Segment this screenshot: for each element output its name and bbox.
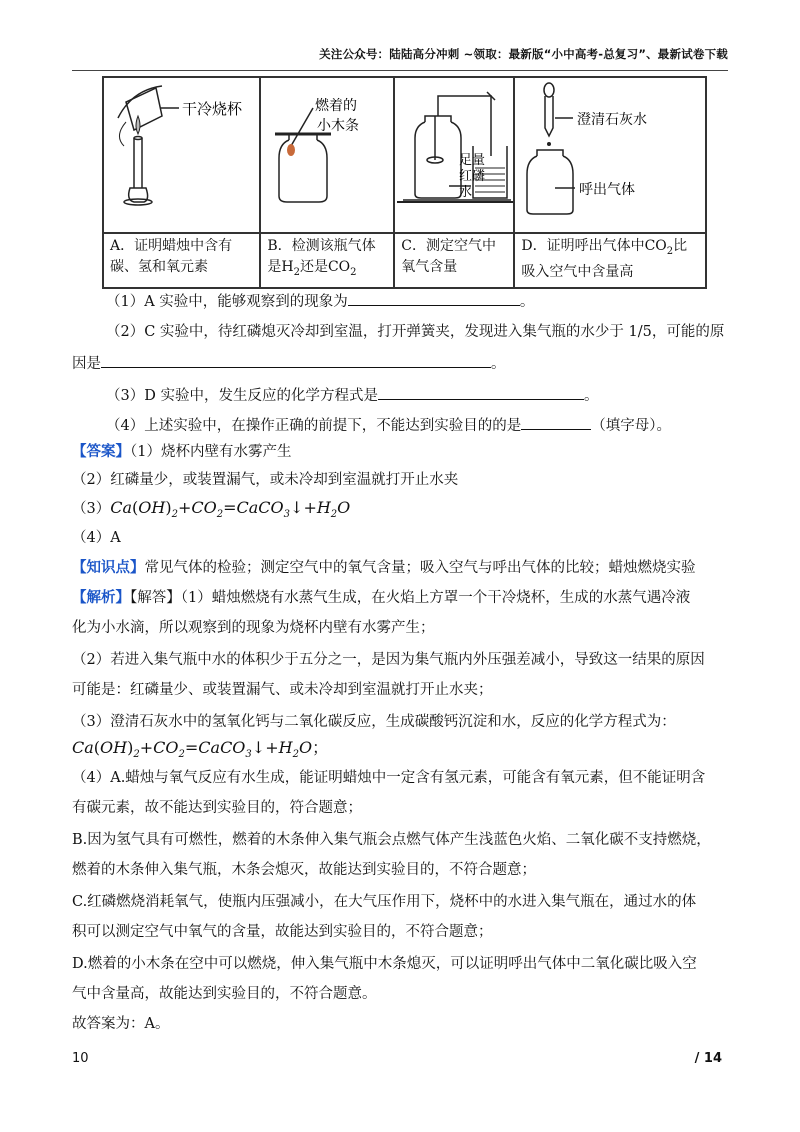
analysis-line-10: 燃着的木条伸入集气瓶，木条会熄灭，故能达到实验目的，不符合题意； xyxy=(72,862,536,878)
caption-d: D．证明呼出气体中$CO_2$比 吸入空气中含量高 xyxy=(514,233,706,288)
analysis-line-12: 积可以测定空气中氧气的含量，故能达到实验目的，不符合题意； xyxy=(72,924,493,940)
figure-c-label-2: 红磷 xyxy=(459,169,486,184)
figure-d-label-2: 呼出气体 xyxy=(579,182,636,198)
analysis-line-15: 故答案为：A。 xyxy=(72,1016,170,1032)
answer-line-1: 【答案】（1）烧杯内壁有水雾产生 xyxy=(72,443,292,460)
question-2-line-1: （2）C 实验中，待红磷熄灭冷却到室温，打开弹簧夹，发现进入集气瓶的水少于 1/5，可能的原 xyxy=(106,324,725,340)
page-number: 10 xyxy=(72,1051,89,1066)
page-total: / 14 xyxy=(694,1051,722,1066)
answer-blank-1[interactable] xyxy=(348,290,520,306)
analysis-line-9: B.因为氢气具有可燃性，燃着的木条伸入集气瓶会点燃气体产生浅蓝色火焰、二氧化碳不支持燃烧， xyxy=(72,832,711,848)
caption-b: B．检测该瓶气体 是$H_2$还是$CO_2$ xyxy=(260,233,394,288)
figure-b-bottle-stick xyxy=(261,78,395,232)
answer-line-3: $(3)Ca(OH)_2+CO_2=CaCO_3↓+H_2O$ xyxy=(72,498,351,521)
question-2-line-2: 因是 。 xyxy=(72,352,728,374)
figure-c-label-3: 水 xyxy=(459,185,473,200)
analysis-line-7: （4）A.蜡烛与氧气反应有水生成，能证明蜡烛中一定含有氢元素，可能含有氧元素，但不能证明含 xyxy=(72,770,706,786)
figure-b-cell xyxy=(260,77,394,233)
analysis-line-14: 气中含量高，故能达到实验目的，不符合题意。 xyxy=(72,986,377,1002)
question-1: （1）A 实验中，能够观察到的现象为 。 xyxy=(106,290,728,312)
answer-blank-4[interactable] xyxy=(521,414,591,430)
caption-c: C．测定空气中 氧气含量 xyxy=(394,233,514,288)
analysis-line-8: 有碳元素，故不能达到实验目的，符合题意； xyxy=(72,800,362,816)
figure-c-cell xyxy=(394,77,514,233)
figure-c-label-1: 足量 xyxy=(459,153,486,168)
caption-a: A．证明蜡烛中含有 碳、氢和氧元素 xyxy=(103,233,260,288)
analysis-line-6 xyxy=(72,738,728,765)
figure-a-label: 干冷烧杯 xyxy=(182,100,243,118)
figure-d-cell xyxy=(514,77,706,233)
question-3: （3）D 实验中，发生反应的化学方程式是 。 xyxy=(106,384,728,406)
figure-d-label-1: 澄清石灰水 xyxy=(577,112,648,128)
header-rule xyxy=(72,70,728,71)
analysis-equation: $Ca(OH)_2+CO_2=CaCO_3↓+H_2O$； xyxy=(72,738,329,761)
experiment-table xyxy=(102,76,707,289)
figure-b-label-1: 燃着的 xyxy=(315,98,358,114)
analysis-line-1: 【解析】【解答】（1）蜡烛燃烧有水蒸气生成，在火焰上方罩一个干冷烧杯，生成的水蒸气遇冷液 xyxy=(72,589,691,606)
analysis-line-13: D.燃着的小木条在空中可以燃烧，伸入集气瓶中木条熄灭，可以证明呼出气体中二氧化碳比吸入空 xyxy=(72,956,697,972)
answer-line-4: （4）A xyxy=(72,530,121,546)
question-4: （4）上述实验中，在操作正确的前提下，不能达到实验目的的是 （填字母）。 xyxy=(106,414,728,436)
analysis-line-11: C.红磷燃烧消耗氧气，使瓶内压强减小，在大气压作用下，烧杯中的水进入集气瓶在，通过水的体 xyxy=(72,894,697,910)
answer-blank-2[interactable] xyxy=(101,352,491,368)
answer-line-2: （2）红磷量少，或装置漏气，或未冷却到室温就打开止水夹 xyxy=(72,472,459,488)
figure-d-dropper-bottle xyxy=(515,78,708,232)
answer-blank-3[interactable] xyxy=(378,384,584,400)
analysis-line-2: 化为小水滴，所以观察到的现象为烧杯内壁有水雾产生； xyxy=(72,620,435,636)
figure-a-candle-beaker xyxy=(104,78,262,232)
answer-equation: $Ca(OH)_2+CO_2=CaCO_3↓+H_2O$ xyxy=(110,498,351,521)
answer-tag: 【答案】 xyxy=(72,443,130,460)
analysis-line-4: 可能是：红磷量少、或装置漏气、或未冷却到室温就打开止水夹； xyxy=(72,682,493,698)
analysis-line-3: （2）若进入集气瓶中水的体积少于五分之一，是因为集气瓶内外压强差减小，导致这一结果的原因 xyxy=(72,652,705,668)
page-header: 关注公众号：陆陆高分冲刺 ~领取：最新版“小中高考-总复习”、最新试卷下载 xyxy=(319,47,728,61)
figure-a-cell xyxy=(103,77,260,233)
figure-c-phosphorus-setup xyxy=(395,78,515,232)
figure-b-label-2: 小木条 xyxy=(317,118,360,134)
knowledge-line: 【知识点】常见气体的检验；测定空气中的氧气含量；吸入空气与呼出气体的比较；蜡烛燃烧实验 xyxy=(72,559,696,576)
knowledge-tag: 【知识点】 xyxy=(72,559,145,576)
analysis-tag: 【解析】 xyxy=(72,589,130,606)
analysis-line-5: （3）澄清石灰水中的氢氧化钙与二氧化碳反应，生成碳酸钙沉淀和水，反应的化学方程式为： xyxy=(72,714,676,730)
